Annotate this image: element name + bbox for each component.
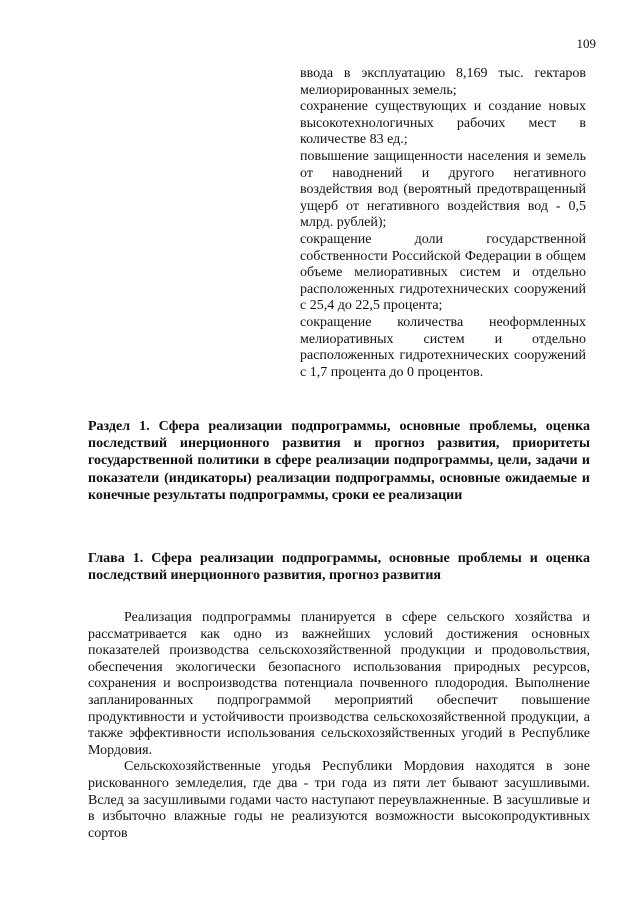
section-heading: Раздел 1. Сфера реализации подпрограммы, основные проблемы, оценка последствий инерционного развития и прогноз развития, приоритеты государственной политики в сфере реализации подпрограммы, цели, задачи и показатели (индикаторы) реализации подпрограммы, основные ожидаемые и конечные результаты подпрограммы, сроки ее реализации: [88, 419, 590, 503]
indicators-list: [300, 66, 586, 381]
body-text: [88, 610, 590, 842]
indicator-item: сохранение существующих и создание новых высокотехнологичных рабочих мест в количестве 83 ед.;: [300, 99, 586, 148]
indicator-item: ввода в эксплуатацию 8,169 тыс. гектаров мелиорированных земель;: [300, 66, 586, 98]
indicator-item: сокращение количества неоформленных мелиоративных систем и отдельно расположенных гидротехнических сооружений с 1,7 процента до 0 процентов.: [300, 314, 586, 380]
chapter-heading: Глава 1. Сфера реализации подпрограммы, основные проблемы и оценка последствий инерционного развития, прогноз развития: [88, 551, 590, 584]
page-number: 109: [576, 36, 596, 51]
paragraph: Реализация подпрограммы планируется в сфере сельского хозяйства и рассматривается как одно из важнейших условий достижения основных показателей производства сельскохозяйственной продукции и продовольствия, обеспечения экологически безопасного использования природных ресурсов, сохранения и воспроизводства потенциала почвенного плодородия. Выполнение запланированных подпрограммой мероприятий обеспечит повышение продуктивности и устойчивости производства сельскохозяйственной продукции, а также эффективности использования сельскохозяйственных угодий в Республике Мордовия.: [88, 610, 590, 758]
indicator-item: повышение защищенности населения и земель от наводнений и другого негативного воздействия вод (вероятный предотвращенный ущерб от негативного воздействия вод - 0,5 млрд. рублей);: [300, 148, 586, 231]
paragraph: Сельскохозяйственные угодья Республики Мордовия находятся в зоне рискованного земледелия, где два - три года из пяти лет бывают засушливыми. Вслед за засушливыми годами часто наступают переувлажненные. В засушливые и в избыточно влажные годы не реализуются возможности высокопродуктивных сортов: [88, 759, 590, 841]
indicator-item: сокращение доли государственной собственности Российской Федерации в общем объеме мелиоративных систем и отдельно расположенных гидротехнических сооружений с 25,4 до 22,5 процента;: [300, 231, 586, 314]
